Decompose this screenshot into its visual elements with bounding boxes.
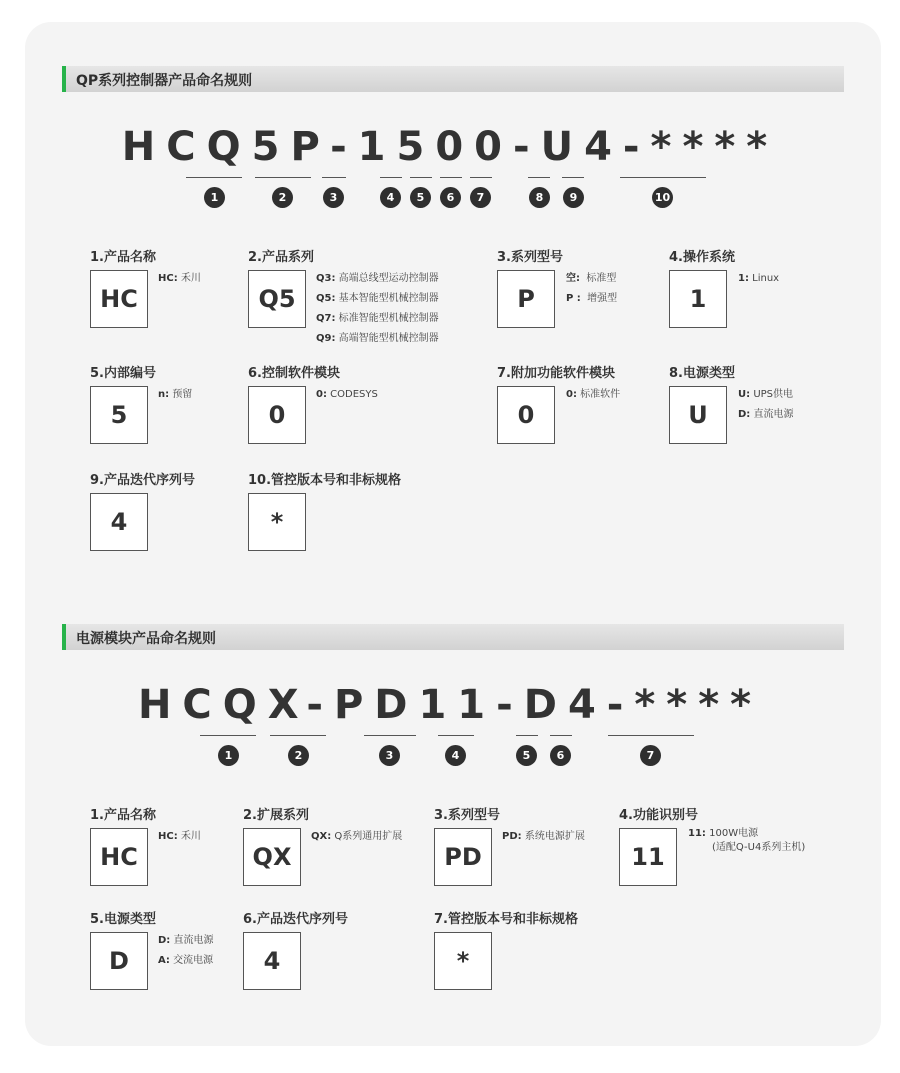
power-field-3-box: PD	[434, 828, 492, 886]
power-model-code: HCQX-PD11-D4-****	[137, 682, 763, 728]
qp-marker-5: 5	[410, 187, 431, 208]
qp-section-header	[62, 66, 844, 92]
power-field-5-box: D	[90, 932, 148, 990]
power-segment-underline	[608, 735, 694, 736]
power-field-6-label: 6.产品迭代序列号	[243, 912, 348, 927]
power-field-3-label: 3.系列型号	[434, 808, 500, 823]
content-card	[25, 22, 881, 1046]
qp-field-5-desc: n: 预留	[158, 389, 193, 400]
power-marker-4: 4	[445, 745, 466, 766]
qp-marker-4: 4	[380, 187, 401, 208]
section-accent-bar	[62, 66, 66, 92]
qp-marker-1: 1	[204, 187, 225, 208]
qp-field-1-desc: HC: 禾川	[158, 273, 201, 284]
qp-field-5-box: 5	[90, 386, 148, 444]
power-field-2-label: 2.扩展系列	[243, 808, 309, 823]
power-field-7-box: *	[434, 932, 492, 990]
qp-marker-3: 3	[323, 187, 344, 208]
qp-segment-underline	[440, 177, 462, 178]
power-field-5-desc: D: 直流电源 A: 交流电源	[158, 935, 214, 966]
power-section-header	[62, 624, 844, 650]
qp-marker-7: 7	[470, 187, 491, 208]
qp-segment-underline	[322, 177, 346, 178]
qp-segment-underline	[410, 177, 432, 178]
qp-field-7-label: 7.附加功能软件模块	[497, 366, 615, 381]
qp-marker-8: 8	[529, 187, 550, 208]
power-section-title: 电源模块产品命名规则	[76, 631, 216, 647]
qp-field-7-box: 0	[497, 386, 555, 444]
qp-field-5-label: 5.内部编号	[90, 366, 156, 381]
qp-field-2-box: Q5	[248, 270, 306, 328]
power-marker-6: 6	[550, 745, 571, 766]
qp-field-6-desc: 0: CODESYS	[316, 389, 378, 400]
qp-field-3-box: P	[497, 270, 555, 328]
power-segment-underline	[200, 735, 256, 736]
power-field-6-box: 4	[243, 932, 301, 990]
power-field-4-box: 11	[619, 828, 677, 886]
power-field-1-box: HC	[90, 828, 148, 886]
power-segment-underline	[550, 735, 572, 736]
qp-field-9-label: 9.产品迭代序列号	[90, 473, 195, 488]
power-marker-1: 1	[218, 745, 239, 766]
power-field-1-desc: HC: 禾川	[158, 831, 201, 842]
qp-field-4-desc: 1: Linux	[738, 273, 780, 284]
qp-field-10-box: *	[248, 493, 306, 551]
power-field-4-desc: 11: 100W电源 (适配Q-U4系列主机)	[688, 828, 806, 853]
power-field-7-label: 7.管控版本号和非标规格	[434, 912, 578, 927]
qp-segment-underline	[470, 177, 492, 178]
qp-field-6-box: 0	[248, 386, 306, 444]
qp-segment-underline	[528, 177, 550, 178]
power-field-5-label: 5.电源类型	[90, 912, 156, 927]
power-field-1-label: 1.产品名称	[90, 808, 156, 823]
qp-field-1-label: 1.产品名称	[90, 250, 156, 265]
qp-field-6-label: 6.控制软件模块	[248, 366, 340, 381]
qp-marker-2: 2	[272, 187, 293, 208]
qp-model-code: HCQ5P-1500-U4-****	[121, 124, 779, 170]
qp-marker-6: 6	[440, 187, 461, 208]
power-marker-5: 5	[516, 745, 537, 766]
qp-marker-10: 10	[652, 187, 673, 208]
qp-field-2-desc: Q3: 高端总线型运动控制器 Q5: 基本智能型机械控制器 Q7: 标准智能型机械控制器 Q9: 高端智能型机械控制器	[316, 273, 439, 344]
power-segment-underline	[270, 735, 326, 736]
section-accent-bar	[62, 624, 66, 650]
power-field-4-label: 4.功能识别号	[619, 808, 698, 823]
qp-field-10-label: 10.管控版本号和非标规格	[248, 473, 402, 488]
qp-marker-9: 9	[563, 187, 584, 208]
qp-field-3-label: 3.系列型号	[497, 250, 563, 265]
qp-field-3-desc: 空: 标准型 P : 增强型	[566, 273, 618, 304]
qp-field-8-desc: U: UPS供电 D: 直流电源	[738, 389, 794, 420]
power-segment-underline	[364, 735, 416, 736]
power-field-2-desc: QX: Q系列通用扩展	[311, 831, 403, 842]
qp-field-9-box: 4	[90, 493, 148, 551]
qp-segment-underline	[380, 177, 402, 178]
qp-field-4-box: 1	[669, 270, 727, 328]
power-segment-underline	[438, 735, 474, 736]
qp-field-1-box: HC	[90, 270, 148, 328]
power-field-2-box: QX	[243, 828, 301, 886]
qp-section-title: QP系列控制器产品命名规则	[76, 73, 253, 89]
qp-field-7-desc: 0: 标准软件	[566, 389, 621, 400]
qp-segment-underline	[620, 177, 706, 178]
power-marker-7: 7	[640, 745, 661, 766]
qp-field-4-label: 4.操作系统	[669, 250, 735, 265]
qp-segment-underline	[186, 177, 242, 178]
power-marker-2: 2	[288, 745, 309, 766]
qp-segment-underline	[562, 177, 584, 178]
power-marker-3: 3	[379, 745, 400, 766]
qp-segment-underline	[255, 177, 311, 178]
qp-field-8-label: 8.电源类型	[669, 366, 735, 381]
qp-field-2-label: 2.产品系列	[248, 250, 314, 265]
power-field-3-desc: PD: 系统电源扩展	[502, 831, 585, 842]
power-segment-underline	[516, 735, 538, 736]
qp-field-8-box: U	[669, 386, 727, 444]
